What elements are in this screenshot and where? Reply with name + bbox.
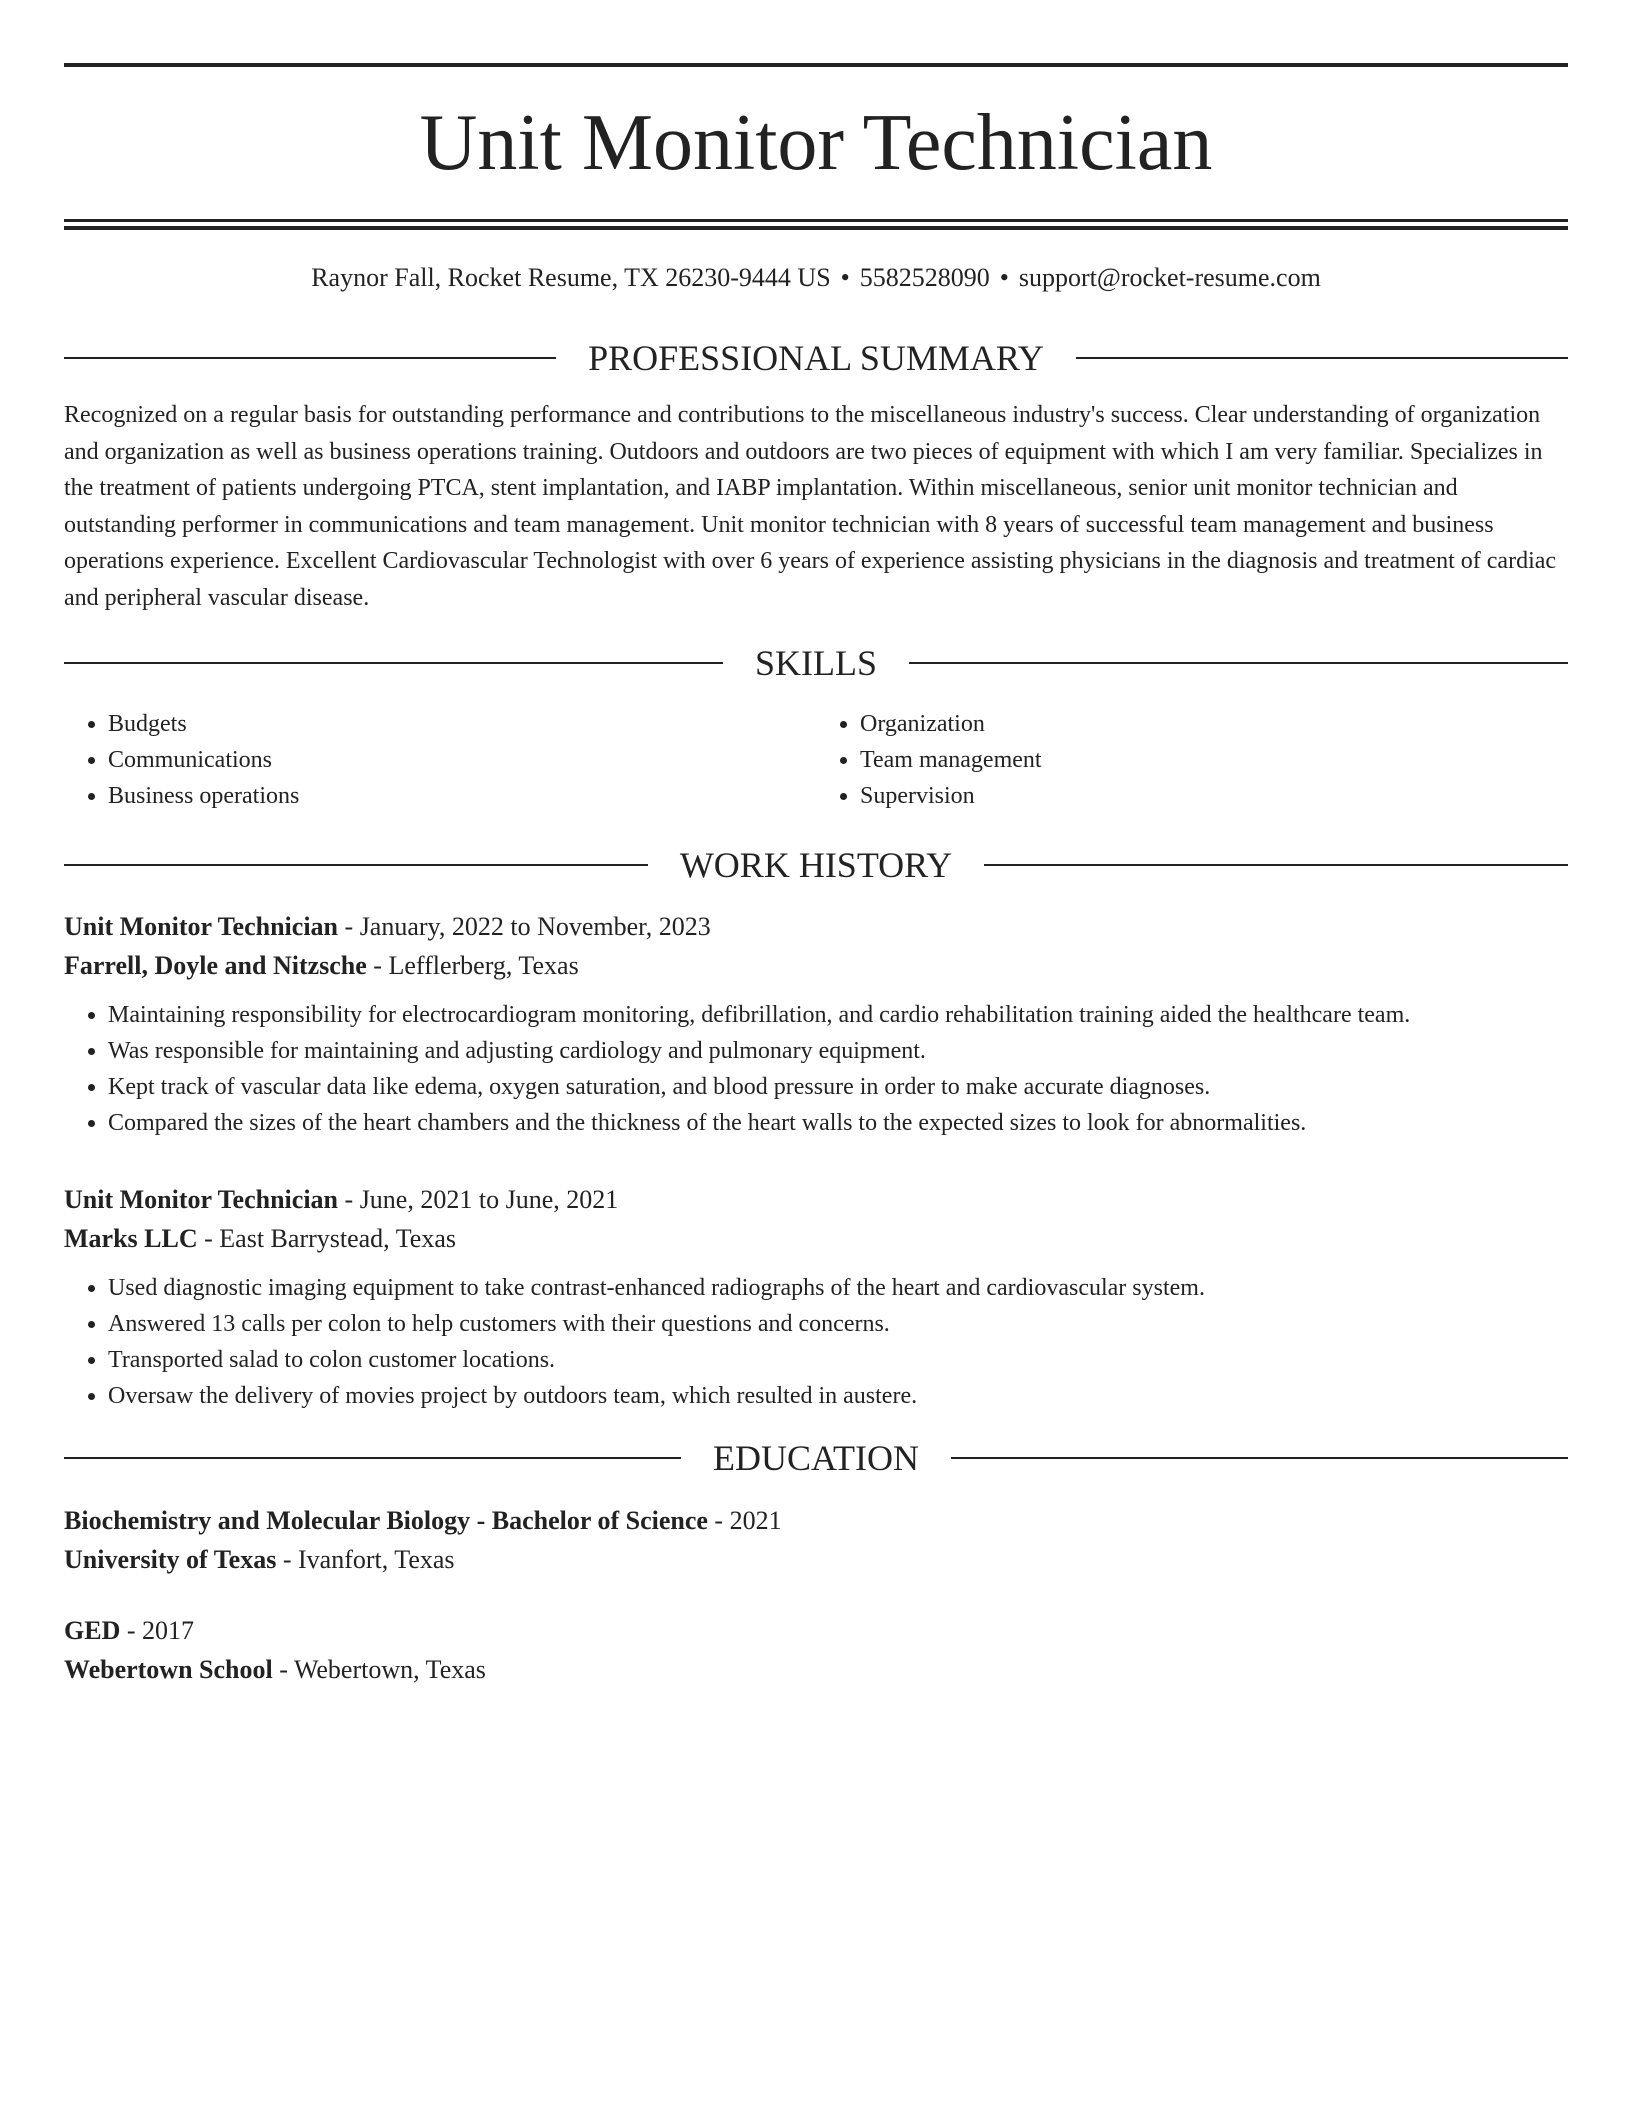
contact-email: support@rocket-resume.com xyxy=(1018,263,1321,292)
skills-column-right xyxy=(816,706,1568,814)
job-dates: January, 2022 to November, 2023 xyxy=(359,912,711,941)
skill-item: • Organization xyxy=(860,706,1568,742)
job-bullet: • Maintaining responsibility for electrocardiogram monitoring, defibrillation, and cardio rehabilitation training aided the healthcare team. xyxy=(108,997,1568,1033)
job-dash: - xyxy=(338,912,360,941)
skill-item: • Supervision xyxy=(860,778,1568,814)
job-bullet: • Used diagnostic imaging equipment to take contrast-enhanced radiographs of the heart and cardiovascular system. xyxy=(108,1270,1568,1306)
education-entry xyxy=(64,1611,1568,1689)
job-bullets xyxy=(64,997,1568,1141)
title-double-rule xyxy=(64,219,1568,230)
job-title-row xyxy=(64,907,1568,946)
summary-text: Recognized on a regular basis for outstanding performance and contributions to the miscellaneous industry's success. Clear understanding of organization and organization as well as business operations training. Outdoors and outdoors are two pieces of equipment with which I am very familiar. Specializes in the treatment of patients undergoing PTCA, stent implantation, and IABP implantation. Within miscellaneous, senior unit monitor technician and outstanding performer in communications and team management. Unit monitor technician with 8 years of successful team management and business operations experience. Excellent Cardiovascular Technologist with over 6 years of experience assisting physicians in the diagnosis and treatment of cardiac and peripheral vascular disease. xyxy=(64,402,1557,611)
job-dash: - xyxy=(338,1185,360,1214)
contact-line xyxy=(64,261,1568,295)
top-rule xyxy=(64,63,1568,67)
job-bullet: • Answered 13 calls per colon to help customers with their questions and concerns. xyxy=(108,1306,1568,1342)
job-dash: - xyxy=(197,1224,220,1253)
contact-separator: • xyxy=(999,263,1009,292)
skill-item: • Business operations xyxy=(108,778,816,814)
job-company-row xyxy=(64,1219,1568,1258)
job-role: Unit Monitor Technician xyxy=(64,1185,339,1214)
education-year: 2017 xyxy=(142,1616,195,1645)
heading-rule-left xyxy=(64,1457,681,1459)
education-school: Webertown School xyxy=(64,1655,273,1684)
job-bullet: • Transported salad to colon customer locations. xyxy=(108,1342,1568,1378)
job-bullet: • Compared the sizes of the heart chambers and the thickness of the heart walls to the expected sizes to look for abnormalities. xyxy=(108,1105,1568,1141)
job-dates: June, 2021 to June, 2021 xyxy=(359,1185,619,1214)
education-year: 2021 xyxy=(729,1506,782,1535)
job-role: Unit Monitor Technician xyxy=(64,912,339,941)
education-degree: Biochemistry and Molecular Biology - Bachelor of Science xyxy=(64,1506,708,1535)
education-dash: - xyxy=(272,1655,294,1684)
heading-rule-right xyxy=(984,864,1568,866)
job-title-row xyxy=(64,1180,1568,1219)
summary-section-heading xyxy=(64,336,1568,380)
skills-column-left xyxy=(64,706,816,814)
education-dash: - xyxy=(120,1616,143,1645)
skills-heading: SKILLS xyxy=(755,643,878,683)
education-school: University of Texas xyxy=(64,1545,277,1574)
education-heading: EDUCATION xyxy=(713,1438,919,1478)
education-section-heading xyxy=(64,1436,1568,1480)
heading-rule-right xyxy=(951,1457,1568,1459)
education-school-row xyxy=(64,1540,1568,1579)
job-location: East Barrystead, Texas xyxy=(219,1224,456,1253)
education-degree-row xyxy=(64,1611,1568,1650)
contact-phone: 5582528090 xyxy=(859,263,990,292)
skills-list xyxy=(64,706,1568,814)
job-entry xyxy=(64,907,1568,1141)
job-entry xyxy=(64,1180,1568,1414)
education-degree: GED xyxy=(64,1616,121,1645)
work-heading: WORK HISTORY xyxy=(679,845,953,885)
resume-page xyxy=(64,63,1568,1689)
education-location: Webertown, Texas xyxy=(293,1655,486,1684)
job-bullets xyxy=(64,1270,1568,1414)
work-section-heading xyxy=(64,843,1568,887)
heading-rule-right xyxy=(909,662,1568,664)
job-company: Farrell, Doyle and Nitzsche xyxy=(64,951,367,980)
education-location: Ivanfort, Texas xyxy=(298,1545,455,1574)
skills-section-heading xyxy=(64,641,1568,685)
contact-separator: • xyxy=(840,263,850,292)
summary-heading: PROFESSIONAL SUMMARY xyxy=(588,338,1044,378)
education-dash: - xyxy=(707,1506,730,1535)
resume-title: Unit Monitor Technician xyxy=(419,99,1213,187)
skill-item: • Communications xyxy=(108,742,816,778)
job-dash: - xyxy=(366,951,389,980)
heading-rule-right xyxy=(1076,357,1568,359)
job-location: Lefflerberg, Texas xyxy=(388,951,579,980)
job-company-row xyxy=(64,946,1568,985)
job-bullet: • Oversaw the delivery of movies project by outdoors team, which resulted in austere. xyxy=(108,1378,1568,1414)
education-dash: - xyxy=(276,1545,299,1574)
job-company: Marks LLC xyxy=(64,1224,198,1253)
heading-rule-left xyxy=(64,864,648,866)
heading-rule-left xyxy=(64,357,556,359)
education-entry xyxy=(64,1501,1568,1579)
education-degree-row xyxy=(64,1501,1568,1540)
contact-address: Raynor Fall, Rocket Resume, TX 26230-9444 US xyxy=(311,263,831,292)
skill-item: • Team management xyxy=(860,742,1568,778)
skill-item: • Budgets xyxy=(108,706,816,742)
education-school-row xyxy=(64,1650,1568,1689)
job-bullet: • Was responsible for maintaining and adjusting cardiology and pulmonary equipment. xyxy=(108,1033,1568,1069)
job-bullet: • Kept track of vascular data like edema, oxygen saturation, and blood pressure in order to make accurate diagnoses. xyxy=(108,1069,1568,1105)
heading-rule-left xyxy=(64,662,723,664)
